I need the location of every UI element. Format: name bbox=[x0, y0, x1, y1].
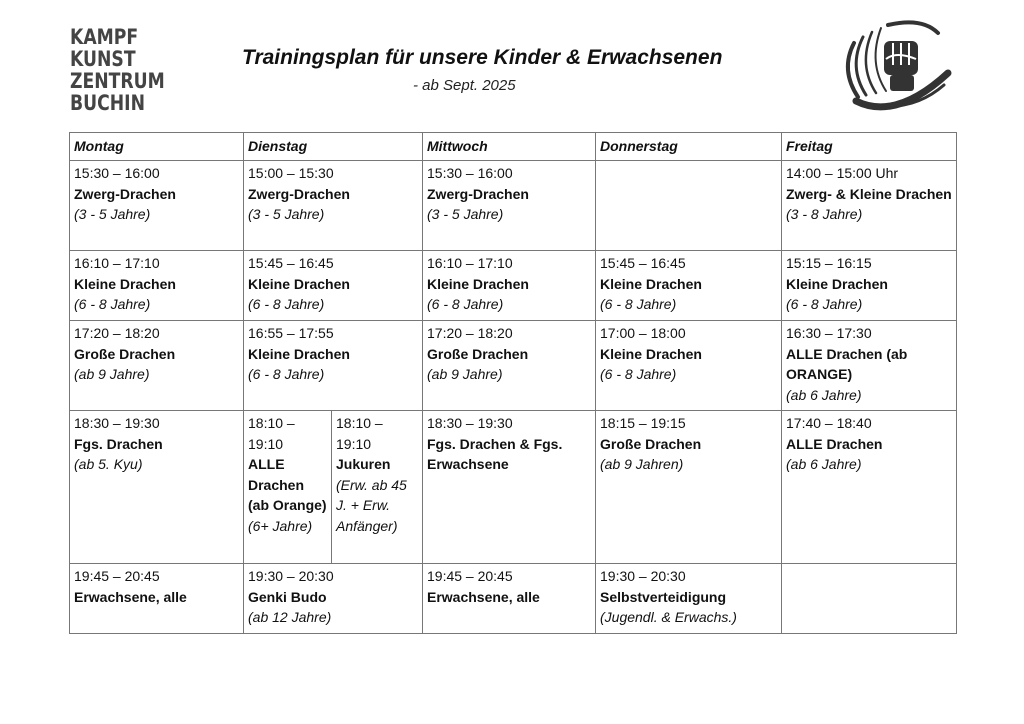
session-cell bbox=[596, 321, 782, 411]
session-cell bbox=[782, 411, 957, 564]
session-cell bbox=[423, 564, 596, 634]
session-name: Kleine Drachen bbox=[248, 345, 350, 362]
session-cell bbox=[782, 161, 957, 251]
session-name: Zwerg-Drachen bbox=[248, 185, 350, 202]
session-age: (6 - 8 Jahre) bbox=[248, 366, 325, 382]
session-name: Zwerg- & Kleine Drachen bbox=[786, 185, 952, 202]
session-name: Jukuren bbox=[336, 456, 391, 472]
session-name: Fgs. Drachen bbox=[74, 435, 163, 452]
session-cell bbox=[244, 411, 332, 564]
session-age: (ab 6 Jahre) bbox=[786, 456, 862, 472]
header-friday: Freitag bbox=[782, 133, 957, 161]
session-cell bbox=[70, 321, 244, 411]
session-name: Große Drachen bbox=[600, 435, 702, 452]
brand-line: BUCHIN bbox=[70, 91, 145, 115]
session-time: 18:10 – 19:10 bbox=[248, 415, 295, 452]
session-cell bbox=[782, 321, 957, 411]
session-time: 16:55 – 17:55 bbox=[248, 325, 334, 341]
session-name: Erwachsene, alle bbox=[74, 588, 187, 605]
session-time: 19:30 – 20:30 bbox=[600, 568, 686, 584]
session-age: (3 - 5 Jahre) bbox=[74, 206, 151, 222]
session-cell bbox=[782, 251, 957, 321]
header-monday: Montag bbox=[70, 133, 244, 161]
session-cell bbox=[70, 161, 244, 251]
header-wednesday: Mittwoch bbox=[423, 133, 596, 161]
session-time: 17:20 – 18:20 bbox=[427, 325, 513, 341]
empty-cell bbox=[596, 161, 782, 251]
page-title: Trainingsplan für unsere Kinder & Erwachsenen bbox=[242, 46, 723, 69]
session-age: (6 - 8 Jahre) bbox=[600, 366, 677, 382]
table-row bbox=[70, 564, 957, 634]
session-time: 18:30 – 19:30 bbox=[74, 415, 160, 431]
session-cell bbox=[244, 321, 423, 411]
session-time: 15:30 – 16:00 bbox=[427, 165, 513, 181]
session-time: 16:10 – 17:10 bbox=[74, 255, 160, 271]
session-time: 14:00 – 15:00 Uhr bbox=[786, 165, 899, 181]
session-cell bbox=[423, 411, 596, 564]
table-row bbox=[70, 251, 957, 321]
session-cell bbox=[244, 564, 423, 634]
session-age: (6 - 8 Jahre) bbox=[600, 296, 677, 312]
session-age: (6 - 8 Jahre) bbox=[786, 296, 863, 312]
session-time: 19:45 – 20:45 bbox=[427, 568, 513, 584]
session-name: Selbstverteidigung bbox=[600, 588, 727, 605]
session-age: (Erw. ab 45 J. + Erw. Anfänger) bbox=[336, 476, 407, 534]
session-time: 15:30 – 16:00 bbox=[74, 165, 160, 181]
header-tuesday: Dienstag bbox=[244, 133, 423, 161]
session-time: 17:20 – 18:20 bbox=[74, 325, 160, 341]
session-time: 17:40 – 18:40 bbox=[786, 415, 872, 431]
session-age: (ab 5. Kyu) bbox=[74, 456, 143, 472]
session-cell bbox=[596, 564, 782, 634]
session-name: Genki Budo bbox=[248, 588, 327, 605]
session-cell bbox=[70, 564, 244, 634]
session-age: (3 - 8 Jahre) bbox=[786, 206, 863, 222]
session-time: 18:10 – 19:10 bbox=[336, 415, 383, 452]
dojo-fist-logo-icon bbox=[836, 15, 952, 115]
session-name: ALLE Drachen (ab Orange) bbox=[248, 456, 327, 513]
session-cell bbox=[423, 251, 596, 321]
brand-line: KUNST bbox=[70, 47, 136, 71]
session-name: Große Drachen bbox=[74, 345, 176, 362]
header-thursday: Donnerstag bbox=[596, 133, 782, 161]
session-age: (ab 6 Jahre) bbox=[786, 386, 862, 403]
session-cell bbox=[70, 251, 244, 321]
session-time: 17:00 – 18:00 bbox=[600, 325, 686, 341]
session-cell bbox=[596, 251, 782, 321]
session-time: 16:10 – 17:10 bbox=[427, 255, 513, 271]
session-age: (3 - 5 Jahre) bbox=[248, 206, 325, 222]
session-time: 15:15 – 16:15 bbox=[786, 255, 872, 271]
session-age: (6 - 8 Jahre) bbox=[248, 296, 325, 312]
training-schedule-table bbox=[69, 132, 957, 634]
session-name: Kleine Drachen bbox=[600, 275, 702, 292]
session-age: (ab 12 Jahre) bbox=[248, 609, 332, 625]
session-name: Große Drachen bbox=[427, 345, 529, 362]
session-name: ALLE Drachen (ab ORANGE) bbox=[786, 345, 908, 382]
session-name: Kleine Drachen bbox=[74, 275, 176, 292]
session-age: (ab 9 Jahre) bbox=[427, 366, 503, 382]
table-row bbox=[70, 411, 957, 564]
session-time: 19:45 – 20:45 bbox=[74, 568, 160, 584]
session-name: Kleine Drachen bbox=[427, 275, 529, 292]
session-cell bbox=[70, 411, 244, 564]
table-row bbox=[70, 161, 957, 251]
table-row bbox=[70, 321, 957, 411]
session-name: Kleine Drachen bbox=[248, 275, 350, 292]
session-age: (6+ Jahre) bbox=[248, 517, 313, 534]
session-age: (6 - 8 Jahre) bbox=[427, 296, 504, 312]
session-time: 16:30 – 17:30 bbox=[786, 325, 872, 341]
session-cell bbox=[596, 411, 782, 564]
session-time: 18:30 – 19:30 bbox=[427, 415, 513, 431]
session-cell bbox=[244, 161, 423, 251]
session-name: Zwerg-Drachen bbox=[74, 185, 176, 202]
brand-wordmark bbox=[70, 26, 165, 114]
session-cell bbox=[423, 161, 596, 251]
session-cell bbox=[244, 251, 423, 321]
session-name: Kleine Drachen bbox=[786, 275, 888, 292]
session-cell bbox=[332, 411, 423, 564]
brand-line: KAMPF bbox=[70, 25, 139, 49]
session-cell bbox=[423, 321, 596, 411]
session-age: (ab 9 Jahren) bbox=[600, 456, 684, 472]
session-time: 15:45 – 16:45 bbox=[248, 255, 334, 271]
session-age: (Jugendl. & Erwachs.) bbox=[600, 609, 737, 625]
session-name: ALLE Drachen bbox=[786, 435, 883, 452]
table-header-row bbox=[70, 133, 957, 161]
session-name: Fgs. Drachen & Fgs. Erwachsene bbox=[427, 435, 563, 472]
session-age: (ab 9 Jahre) bbox=[74, 366, 150, 382]
session-time: 18:15 – 19:15 bbox=[600, 415, 686, 431]
session-age: (6 - 8 Jahre) bbox=[74, 296, 151, 312]
session-time: 15:00 – 15:30 bbox=[248, 165, 334, 181]
session-name: Erwachsene, alle bbox=[427, 588, 540, 605]
session-time: 15:45 – 16:45 bbox=[600, 255, 686, 271]
session-name: Zwerg-Drachen bbox=[427, 185, 529, 202]
empty-cell bbox=[782, 564, 957, 634]
page-subtitle: - ab Sept. 2025 bbox=[413, 77, 516, 94]
session-time: 19:30 – 20:30 bbox=[248, 568, 334, 584]
session-age: (3 - 5 Jahre) bbox=[427, 206, 504, 222]
brand-line: ZENTRUM bbox=[70, 69, 165, 93]
session-name: Kleine Drachen bbox=[600, 345, 702, 362]
